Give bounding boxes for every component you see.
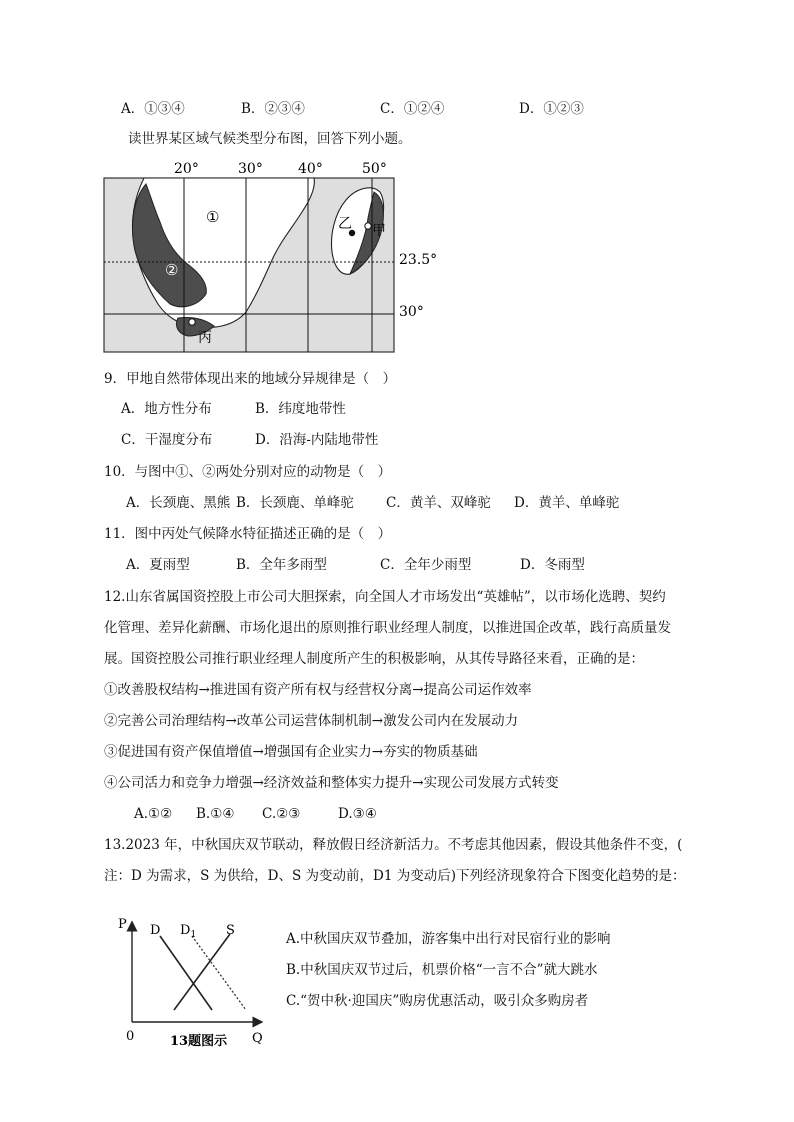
q11-option-b: B．全年多雨型 xyxy=(236,557,327,573)
q10-option-d: D．黄羊、单峰驼 xyxy=(514,495,620,511)
q8-option-d: D．①②③ xyxy=(519,101,584,117)
line-label-s: S xyxy=(226,923,235,938)
region-label-bing: 丙 xyxy=(198,330,212,346)
line-label-d: D xyxy=(150,923,161,938)
q8-option-c: C．①②④ xyxy=(380,101,445,117)
q12-item-1: ①改善股权结构→推进国有资产所有权与经营权分离→提高公司运作效率 xyxy=(104,682,532,698)
q13-line-2: 注：D 为需求，S 为供给，D、S 为变动前，D1 为变动后)下列经济现象符合下图变化趋势的是： xyxy=(104,868,686,884)
climate-map xyxy=(96,156,446,356)
q12-option-d: D.③④ xyxy=(338,806,377,822)
origin-label: 0 xyxy=(126,1029,135,1044)
graph-caption: 13题图示 xyxy=(170,1034,228,1049)
q12-option-b: B.①④ xyxy=(196,806,235,822)
q11-option-a: A．夏雨型 xyxy=(126,557,190,573)
lat-label-30: 30° xyxy=(399,304,424,320)
q9-stem: 9．甲地自然带体现出来的地域分异规律是（ ） xyxy=(104,371,397,387)
axis-label-p: P xyxy=(118,917,127,932)
q11-option-c: C．全年少雨型 xyxy=(380,557,472,573)
q10-option-c: C．黄羊、双峰驼 xyxy=(386,495,491,511)
q12-option-c: C.②③ xyxy=(262,806,301,822)
q12-line-2: 化管理、差异化薪酬、市场化退出的原则推行职业经理人制度，以推进国企改革，践行高质量发 xyxy=(104,620,671,636)
point-jia xyxy=(365,223,371,229)
q13-option-a: A.中秋国庆双节叠加，游客集中出行对民宿行业的影响 xyxy=(286,931,611,947)
q11-stem: 11．图中丙处气候降水特征描述正确的是（ ） xyxy=(104,526,392,542)
q12-line-1: 12.山东省属国资控股上市公司大胆探索，向全国人才市场发出“英雄帖”，以市场化选聘、契约 xyxy=(104,589,666,605)
point-bing xyxy=(189,319,195,325)
q13-option-b: B.中秋国庆双节过后，机票价格“一言不合”就大跳水 xyxy=(286,962,598,978)
q12-item-4: ④公司活力和竞争力增强→经济效益和整体实力提升→实现公司发展方式转变 xyxy=(104,775,559,791)
q11-option-d: D．冬雨型 xyxy=(520,557,585,573)
region-label-2: ② xyxy=(165,261,179,279)
q9-option-b: B．纬度地带性 xyxy=(255,401,346,417)
q9-option-a: A．地方性分布 xyxy=(121,401,212,417)
q9-option-d: D．沿海-内陆地带性 xyxy=(255,432,379,448)
region-label-yi: 乙 xyxy=(338,216,352,232)
q9-option-c: C．干湿度分布 xyxy=(121,432,213,448)
demand-line-d xyxy=(160,936,212,1010)
q13-line-1: 13.2023 年，中秋国庆双节联动，释放假日经济新活力。不考虑其他因素，假设其他条件不变，( xyxy=(104,837,683,853)
q10-stem: 10．与图中①、②两处分别对应的动物是（ ） xyxy=(104,464,392,480)
supply-demand-graph xyxy=(112,914,282,1054)
map-intro: 读世界某区域气候类型分布图，回答下列小题。 xyxy=(128,131,412,147)
lon-label-40: 40° xyxy=(298,161,323,177)
q10-option-a: A．长颈鹿、黑熊 xyxy=(126,495,231,511)
q8-option-a: A．①③④ xyxy=(121,101,185,117)
lon-label-50: 50° xyxy=(362,161,387,177)
region-label-jia: 甲 xyxy=(372,223,386,239)
q10-option-b: B．长颈鹿、单峰驼 xyxy=(236,495,354,511)
lat-label-23: 23.5° xyxy=(399,252,438,268)
supply-line-s xyxy=(174,934,230,1010)
q12-item-2: ②完善公司治理结构→改革公司运营体制机制→激发公司内在发展动力 xyxy=(104,713,519,729)
line-label-d1: $D_1$ xyxy=(180,923,197,940)
q12-line-3: 展。国资控股公司推行职业经理人制度所产生的积极影响，从其传导路径来看，正确的是： xyxy=(104,651,644,667)
q12-item-3: ③促进国有资产保值增值→增强国有企业实力→夯实的物质基础 xyxy=(104,744,478,760)
lon-label-20: 20° xyxy=(174,161,199,177)
lon-label-30: 30° xyxy=(238,161,263,177)
axis-label-q: Q xyxy=(252,1031,263,1046)
demand-line-d1 xyxy=(192,936,246,1010)
q8-option-b: B．②③④ xyxy=(241,101,305,117)
q13-option-c: C.“贺中秋·迎国庆”购房优惠活动，吸引众多购房者 xyxy=(286,993,589,1009)
q12-option-a: A.①② xyxy=(134,806,173,822)
region-label-1: ① xyxy=(206,208,220,226)
